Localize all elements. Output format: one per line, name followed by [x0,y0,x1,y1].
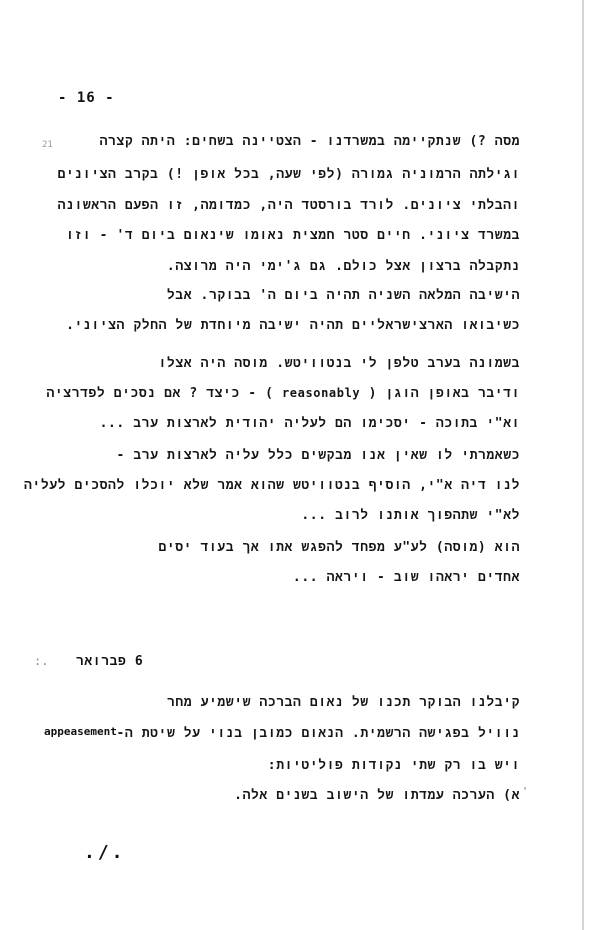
text-line-15: הוא (מוסה) לע"ע מפחד להפגש אתו אך בעוד יסים [158,540,520,555]
text-line-10-content: ודיבר באופן הוגן ( reasonably ) - כיצד ? אם נסכים לפדרציה [46,386,520,401]
stray-mark: ' [522,786,529,797]
page-edge-line [582,0,584,930]
text-line-10 [46,386,520,401]
text-line-16: אחדים יראהו שוב - ויראה ... [292,570,520,585]
text-line-19: ויש בו רק שתי נקודות פוליטיות: [267,758,520,773]
text-line-2: וגילתה הרמוניה גמורה (לפי שעה, בכל אופן !) בקרב הציונים [57,167,520,182]
margin-mark: 21 [42,140,53,150]
text-line-1: מסה ?) שנתקיימה במשרדנו - הצטיינה בשחים: היתה קצרה [99,134,520,149]
text-line-8: בשמונה בערב טלפן לי בנטוויטש. מוסה היה אצלו [158,356,520,371]
page-number: - 16 - [58,90,115,106]
continuation-mark: ./. [84,842,126,863]
section-date: 6 פברואר [76,654,144,669]
date-margin-dots: :. [34,654,49,668]
text-line-7: כשיבואו הארצישראליים תהיה ישיבה מיוחדת של החלק הציוני. [66,318,520,333]
side-word-appeasement: appeasement [44,725,117,738]
text-line-12: כשאמרתי לו שאין אנו מבקשים כלל עליה לארצות ערב - [116,448,520,463]
inline-word-reasonably: reasonably [281,386,361,400]
text-line-11: וא"י בתוכה - יסכימו הם לעליה יהודית לארצות ערב ... [99,416,520,431]
text-line-13: לנו דיה א"י, הוסיף בנטוויטש שהוא אמר שלא יוכלו להסכים לעליה [24,478,520,493]
text-line-5: נתקבלה ברצון אצל כולם. גם ג'ימי היה מרוצה. [166,259,520,274]
text-line-20: א) הערכה עמדתו של הישוב בשנים אלה. [234,788,520,803]
text-line-4: במשרד ציוני. חיים סטר חמצית נאומו שינאום ביום ד' - וזו [66,228,520,243]
text-line-14: לא"י שתהפוך אותנו לרוב ... [301,508,520,523]
text-line-3: והבלתי ציונים. לורד בורסטד היה, כמדומה, זו הפעם הראשונה [57,198,520,213]
text-line-18: נוויל בפגישה הרשמית. הנאום כמובן בנוי על שיטת ה- [116,726,520,741]
text-line-6: הישיבה המלאה השניה תהיה ביום ה' בבוקר. אבל [166,288,520,303]
text-line-17: קיבלנו הבוקר תכנו של נאום הברכה שישמיע מחר [166,695,520,710]
